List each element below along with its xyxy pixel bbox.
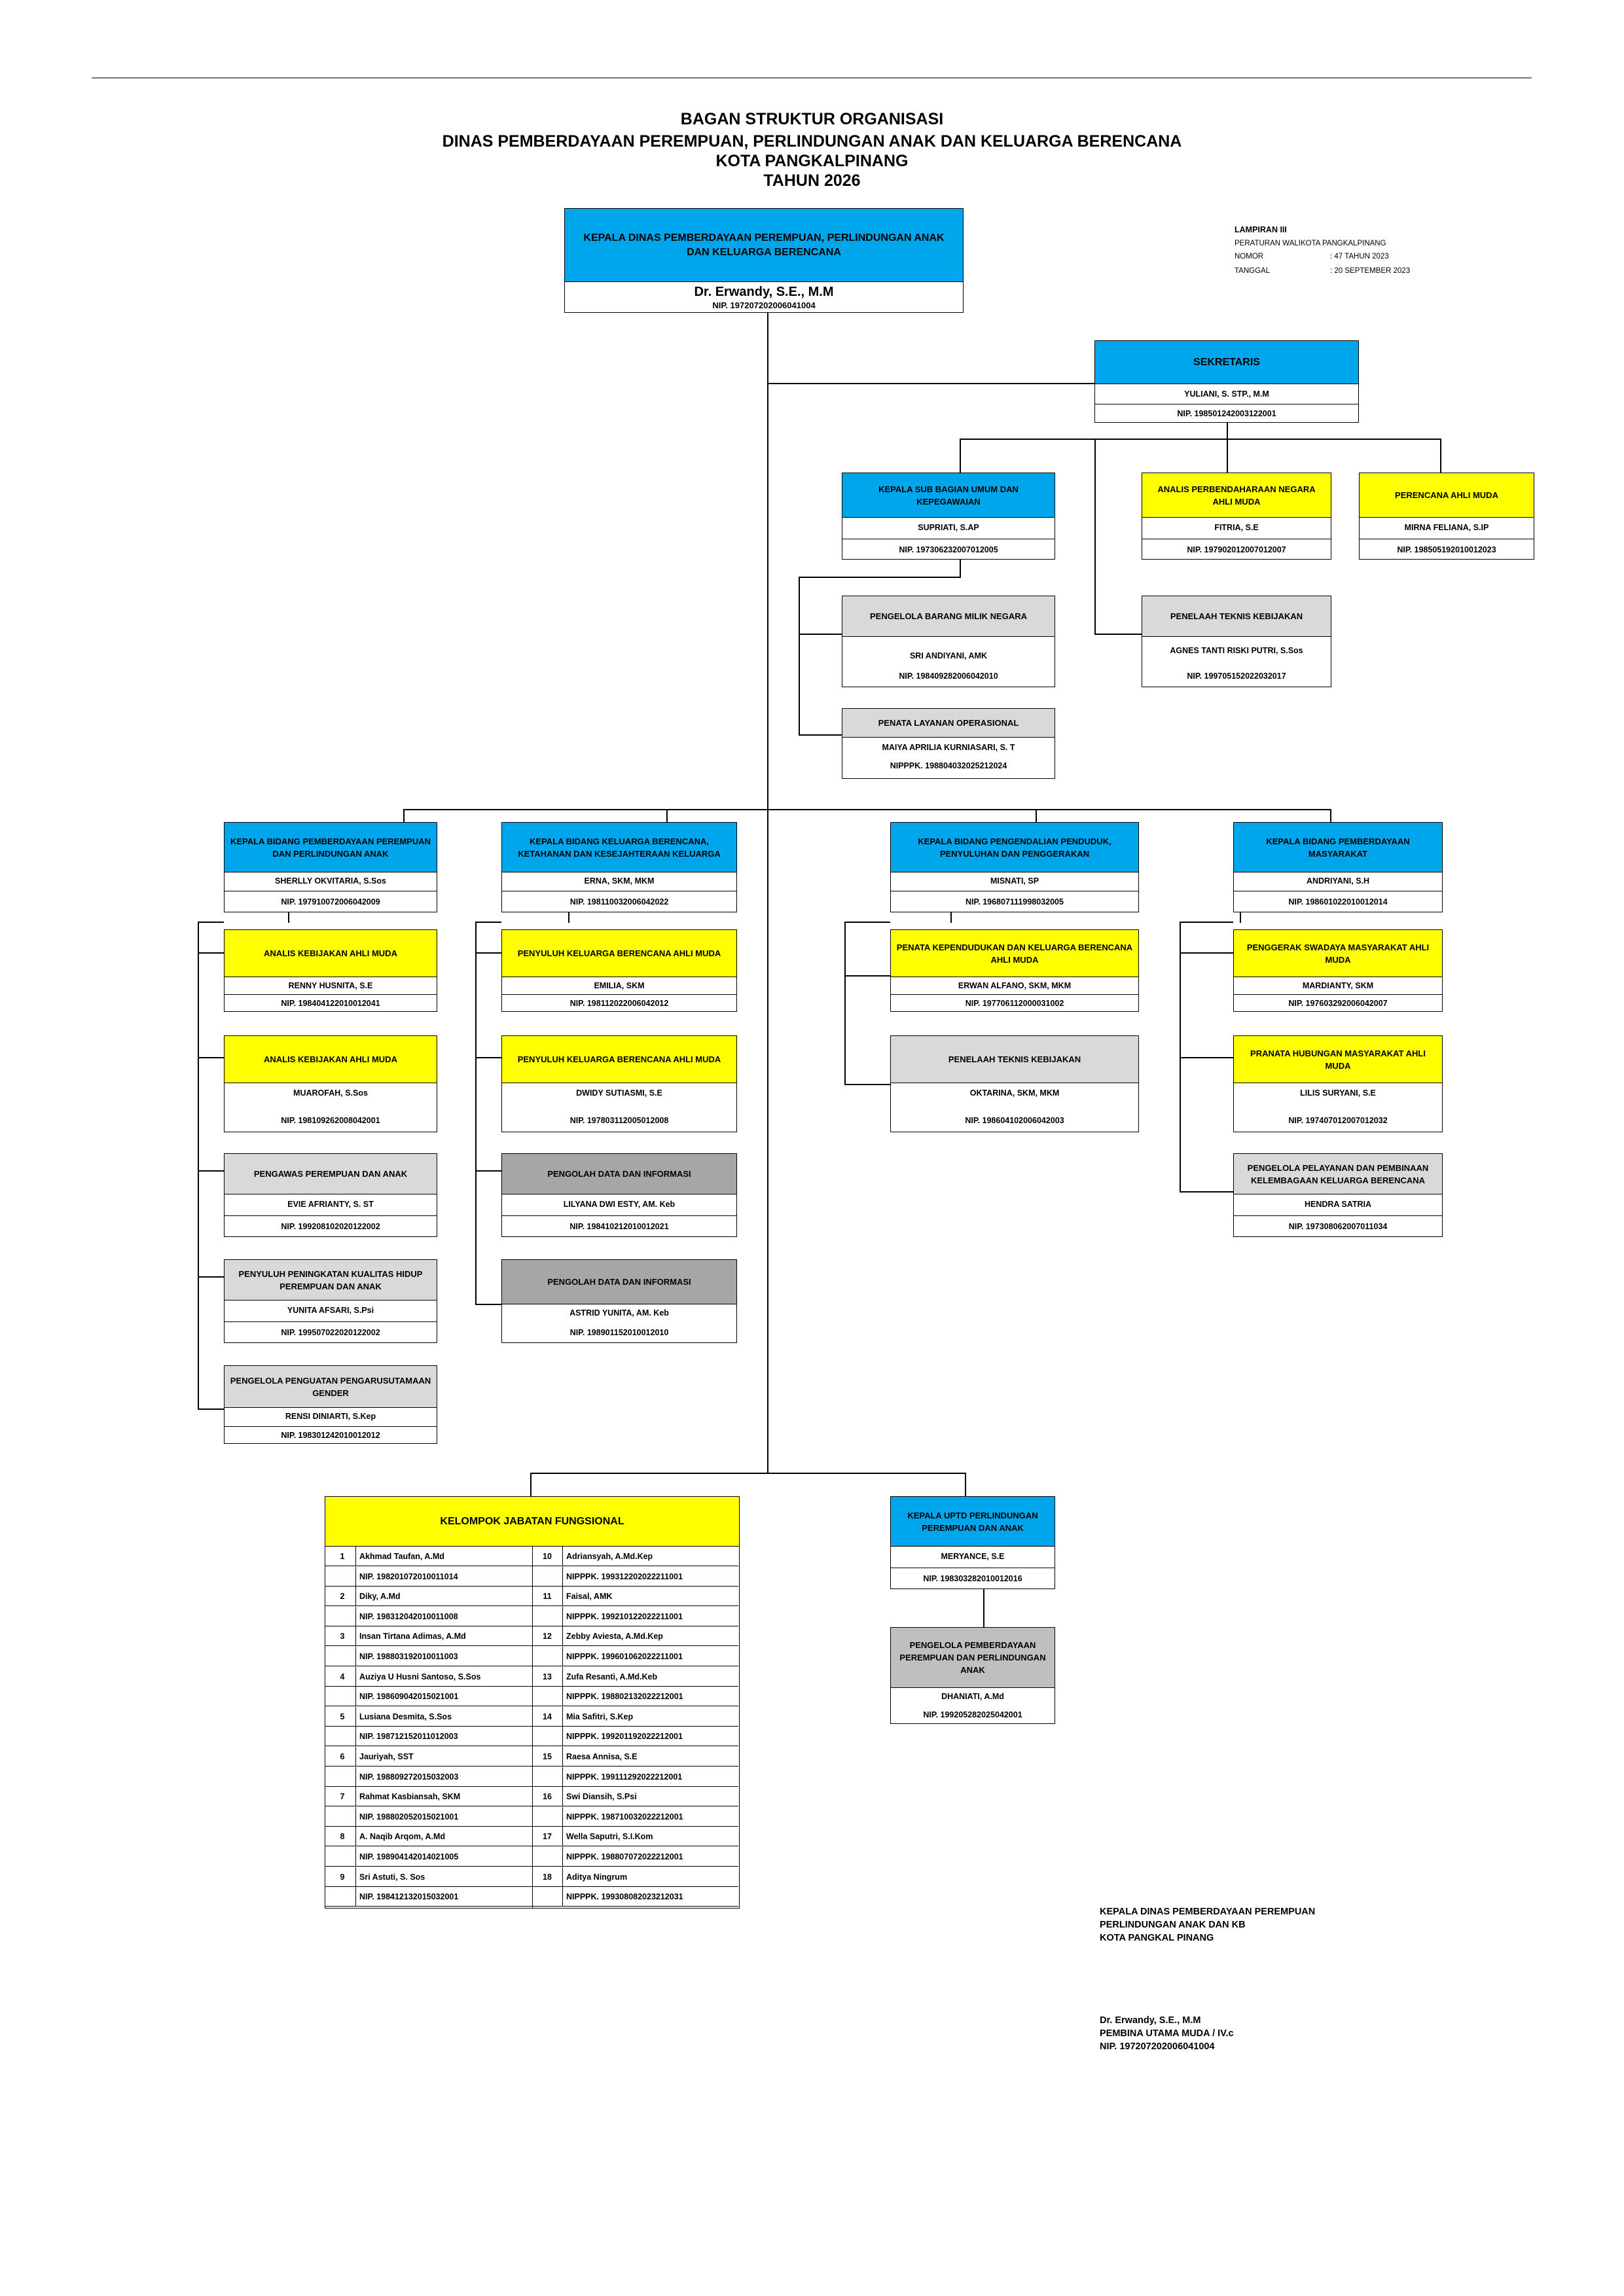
b1-pengawas-title: PENGAWAS PEREMPUAN DAN ANAK <box>225 1154 437 1194</box>
kjf-member-nip: NIPPPK. 199201192022212001 <box>566 1732 683 1742</box>
kjf-cell-separator <box>355 1827 356 1846</box>
kjf-cell-separator <box>355 1867 356 1887</box>
kjf-member-nip: NIP. 198412132015032001 <box>359 1892 459 1902</box>
b1-pengelola-pug-title: PENGELOLA PENGUATAN PENGARUSUTAMAAN GENDER <box>225 1366 437 1408</box>
b4-penggerak-name: MARDIANTY, SKM <box>1302 981 1374 990</box>
b2-pengolah-data-2-name: ASTRID YUNITA, AM. Keb <box>569 1308 669 1318</box>
kjf-member-name: Lusiana Desmita, S.Sos <box>359 1712 452 1721</box>
b2-penyuluh-kb-2-name: DWIDY SUTIASMI, S.E <box>576 1088 662 1098</box>
subbag-box <box>842 473 1055 560</box>
kjf-number: 2 <box>340 1592 345 1602</box>
b4-pranata-humas-name: LILIS SURYANI, S.E <box>1300 1088 1376 1098</box>
b3-penelaah-box <box>890 1035 1139 1132</box>
chart-title-2: DINAS PEMBERDAYAAN PEREMPUAN, PERLINDUNGAN ANAK DAN KELUARGA BERENCANA <box>442 132 1182 151</box>
b1-analis-kebijakan-1-box <box>224 929 437 1012</box>
sekretaris-nip: NIP. 198501242003122001 <box>1095 404 1358 423</box>
kjf-cell-separator <box>355 1607 356 1626</box>
perencana-box <box>1359 473 1534 560</box>
b2-penyuluh-kb-2-nip: NIP. 197803112005012008 <box>569 1116 669 1125</box>
b4-penggerak-box <box>1233 929 1443 1012</box>
kjf-row <box>325 1647 738 1666</box>
kjf-number: 4 <box>340 1672 345 1681</box>
b3-penata-kependudukan-box <box>890 929 1139 1012</box>
kjf-number: 7 <box>340 1792 345 1802</box>
lampiran-perwako: PERATURAN WALIKOTA PANGKALPINANG <box>1235 240 1386 247</box>
b1-penyuluh-box <box>224 1259 437 1343</box>
kjf-member-nip: NIP. 198609042015021001 <box>359 1692 459 1702</box>
kjf-number: 10 <box>543 1552 552 1561</box>
kjf-row <box>325 1847 738 1867</box>
b2-pengolah-data-2-nip: NIP. 198901152010012010 <box>569 1328 669 1337</box>
kjf-cell-separator <box>355 1687 356 1706</box>
kjf-cell-separator <box>355 1767 356 1787</box>
perencana-name: MIRNA FELIANA, S.IP <box>1404 523 1489 532</box>
lampiran-nomor-label: NOMOR <box>1235 253 1264 260</box>
b1-pengawas-name: EVIE AFRIANTY, S. ST <box>287 1200 374 1209</box>
subbag-nip: NIP. 197306232007012005 <box>842 539 1055 560</box>
kjf-number: 9 <box>340 1872 345 1882</box>
bidang-4-name: ANDRIYANI, S.H <box>1306 876 1370 886</box>
subbag-title: KEPALA SUB BAGIAN UMUM DAN KEPEGAWAIAN <box>842 473 1055 518</box>
b2-pengolah-data-2-title: PENGOLAH DATA DAN INFORMASI <box>502 1260 736 1304</box>
kjf-member-name: Raesa Annisa, S.E <box>566 1752 638 1761</box>
kjf-number: 6 <box>340 1752 345 1761</box>
kjf-cell-separator <box>355 1626 356 1646</box>
kjf-row <box>325 1587 738 1606</box>
b1-pengelola-pug-nip: NIP. 198301242010012012 <box>225 1426 437 1444</box>
bidang-3-name: MISNATI, SP <box>990 876 1039 886</box>
penelaah-sekretariat-box <box>1142 596 1331 687</box>
kjf-member-nip: NIPPPK. 199111292022212001 <box>566 1772 683 1782</box>
kjf-member-name: Aditya Ningrum <box>566 1872 628 1882</box>
b2-pengolah-data-2-box <box>501 1259 737 1343</box>
kjf-row <box>325 1667 738 1687</box>
b1-analis-kebijakan-2-title: ANALIS KEBIJAKAN AHLI MUDA <box>225 1036 437 1083</box>
kjf-number: 12 <box>543 1632 552 1641</box>
kepala-dinas-nip: NIP. 197207202006041004 <box>712 300 816 310</box>
b2-penyuluh-kb-2-box <box>501 1035 737 1132</box>
b4-pengelola-pelayanan-name: HENDRA SATRIA <box>1304 1200 1372 1209</box>
kjf-member-nip: NIPPPK. 198802132022212001 <box>566 1692 683 1702</box>
bidang-4-title: KEPALA BIDANG PEMBERDAYAAN MASYARAKAT <box>1234 823 1442 872</box>
kjf-rows <box>325 1547 738 1908</box>
b1-analis-kebijakan-1-name: RENNY HUSNITA, S.E <box>288 981 373 990</box>
kjf-cell-separator <box>562 1647 563 1666</box>
analis-perbendaharaan-title: ANALIS PERBENDAHARAAN NEGARA AHLI MUDA <box>1142 473 1331 518</box>
lampiran-tanggal-value: : 20 SEPTEMBER 2023 <box>1330 267 1411 275</box>
kjf-cell-separator <box>355 1547 356 1566</box>
b4-penggerak-title: PENGGERAK SWADAYA MASYARAKAT AHLI MUDA <box>1234 930 1442 977</box>
pengelola-bmn-nip: NIP. 198409282006042010 <box>899 672 998 681</box>
bidang-1-nip: NIP. 197910072006042009 <box>225 891 437 912</box>
b4-pranata-humas-title: PRANATA HUBUNGAN MASYARAKAT AHLI MUDA <box>1234 1036 1442 1083</box>
b3-penelaah-name: OKTARINA, SKM, MKM <box>969 1088 1060 1098</box>
b4-penggerak-nip: NIP. 197603292006042007 <box>1234 994 1442 1012</box>
kjf-cell-separator <box>562 1567 563 1587</box>
kjf-number: 17 <box>543 1832 552 1842</box>
b3-penelaah-title: PENELAAH TEKNIS KEBIJAKAN <box>891 1036 1138 1083</box>
kjf-member-nip: NIP. 198312042010011008 <box>359 1611 458 1621</box>
kjf-member-name: Akhmad Taufan, A.Md <box>359 1552 444 1561</box>
kjf-row <box>325 1827 738 1846</box>
kjf-cell-separator <box>562 1547 563 1566</box>
b4-pengelola-pelayanan-nip: NIP. 197308062007011034 <box>1234 1215 1442 1237</box>
uptd-pengelola-name: DHANIATI, A.Md <box>941 1692 1004 1701</box>
b2-pengolah-data-1-nip: NIP. 198410212010012021 <box>502 1215 736 1237</box>
kjf-member-nip: NIPPPK. 199210122022211001 <box>566 1611 683 1621</box>
kjf-member-nip: NIPPPK. 198807072022212001 <box>566 1852 683 1861</box>
kjf-row <box>325 1727 738 1746</box>
kjf-member-name: A. Naqib Arqom, A.Md <box>359 1832 446 1842</box>
bidang-4-box <box>1233 822 1443 912</box>
chart-title-4: TAHUN 2026 <box>763 171 861 190</box>
b1-analis-kebijakan-2-box <box>224 1035 437 1132</box>
b2-penyuluh-kb-1-nip: NIP. 198112022006042012 <box>502 994 736 1012</box>
pengelola-bmn-box <box>842 596 1055 687</box>
kjf-cell-separator <box>355 1787 356 1806</box>
uptd-box <box>890 1496 1055 1589</box>
kjf-number: 3 <box>340 1632 345 1641</box>
bidang-3-box <box>890 822 1139 912</box>
kjf-cell-separator <box>355 1707 356 1727</box>
sekretaris-title: SEKRETARIS <box>1095 341 1358 384</box>
b1-penyuluh-title: PENYULUH PENINGKATAN KUALITAS HIDUP PEREMPUAN DAN ANAK <box>225 1260 437 1300</box>
kjf-row <box>325 1787 738 1806</box>
kjf-member-nip: NIPPPK. 199308082023212031 <box>566 1892 683 1902</box>
kjf-number: 13 <box>543 1672 552 1681</box>
signature-nip: NIP. 197207202006041004 <box>1100 2041 1215 2052</box>
subbag-name: SUPRIATI, S.AP <box>918 523 979 532</box>
kjf-member-name: Sri Astuti, S. Sos <box>359 1872 425 1882</box>
kjf-cell-separator <box>562 1626 563 1646</box>
kjf-cell-separator <box>562 1827 563 1846</box>
kjf-number: 15 <box>543 1752 552 1761</box>
uptd-name: MERYANCE, S.E <box>941 1552 1005 1561</box>
kjf-member-name: Faisal, AMK <box>566 1592 613 1602</box>
b1-pengelola-pug-box <box>224 1365 437 1444</box>
kjf-row <box>325 1807 738 1827</box>
kjf-member-name: Mia Safitri, S.Kep <box>566 1712 634 1721</box>
b4-pranata-humas-nip: NIP. 197407012007012032 <box>1288 1116 1388 1125</box>
kjf-member-nip: NIP. 198712152011012003 <box>359 1732 458 1742</box>
kjf-member-name: Zebby Aviesta, A.Md.Kep <box>566 1632 663 1641</box>
b2-pengolah-data-1-box <box>501 1153 737 1237</box>
b1-analis-kebijakan-2-name: MUAROFAH, S.Sos <box>293 1088 368 1098</box>
b1-penyuluh-nip: NIP. 199507022020122002 <box>225 1321 437 1343</box>
sekretaris-name: YULIANI, S. STP., M.M <box>1184 389 1269 399</box>
kjf-member-name: Jauriyah, SST <box>359 1752 414 1761</box>
kjf-cell-separator <box>562 1887 563 1907</box>
kjf-row <box>325 1687 738 1706</box>
kjf-number: 8 <box>340 1832 345 1842</box>
kjf-cell-separator <box>355 1747 356 1767</box>
b1-pengawas-nip: NIP. 199208102020122002 <box>225 1215 437 1237</box>
b2-pengolah-data-1-name: LILYANA DWI ESTY, AM. Keb <box>563 1200 676 1209</box>
penata-layanan-name: MAIYA APRILIA KURNIASARI, S. T <box>882 743 1015 752</box>
kjf-cell-separator <box>562 1687 563 1706</box>
b4-pengelola-pelayanan-title: PENGELOLA PELAYANAN DAN PEMBINAAN KELEMBAGAAN KELUARGA BERENCANA <box>1234 1154 1442 1194</box>
kjf-member-nip: NIPPPK. 198710032022212001 <box>566 1812 683 1821</box>
uptd-pengelola-box <box>890 1627 1055 1724</box>
signature-line-1: KEPALA DINAS PEMBERDAYAAN PEREMPUAN <box>1100 1907 1316 1917</box>
sekretaris-box <box>1094 340 1359 423</box>
b2-penyuluh-kb-1-title: PENYULUH KELUARGA BERENCANA AHLI MUDA <box>502 930 736 977</box>
kjf-cell-separator <box>562 1867 563 1887</box>
kjf-cell-separator <box>355 1727 356 1746</box>
kjf-number: 14 <box>543 1712 552 1721</box>
lampiran-tanggal-label: TANGGAL <box>1235 267 1271 275</box>
kjf-cell-separator <box>562 1607 563 1626</box>
kjf-cell-separator <box>562 1767 563 1787</box>
kjf-cell-separator <box>355 1647 356 1666</box>
top-rule <box>92 77 1532 79</box>
chart-title-3: KOTA PANGKALPINANG <box>715 152 909 170</box>
kjf-row <box>325 1867 738 1887</box>
kjf-member-nip: NIPPPK. 199601062022211001 <box>566 1652 683 1661</box>
kjf-cell-separator <box>562 1667 563 1687</box>
kjf-cell-separator <box>562 1807 563 1827</box>
uptd-pengelola-nip: NIP. 199205282025042001 <box>923 1710 1022 1719</box>
signature-line-2: PERLINDUNGAN ANAK DAN KB <box>1100 1920 1246 1930</box>
b1-analis-kebijakan-1-nip: NIP. 198404122010012041 <box>225 994 437 1012</box>
b2-pengolah-data-1-title: PENGOLAH DATA DAN INFORMASI <box>502 1154 736 1194</box>
kjf-box <box>325 1496 740 1909</box>
kjf-row <box>325 1887 738 1907</box>
kjf-cell-separator <box>355 1887 356 1907</box>
bidang-4-nip: NIP. 198601022010012014 <box>1234 891 1442 912</box>
penata-layanan-title: PENATA LAYANAN OPERASIONAL <box>842 709 1055 738</box>
kjf-member-name: Adriansyah, A.Md.Kep <box>566 1552 653 1561</box>
kjf-cell-separator <box>355 1587 356 1606</box>
kjf-cell-separator <box>355 1807 356 1827</box>
b3-penelaah-nip: NIP. 198604102006042003 <box>965 1116 1064 1125</box>
kjf-cell-separator <box>562 1787 563 1806</box>
kjf-member-name: Rahmat Kasbiansah, SKM <box>359 1792 461 1802</box>
penelaah-sekretariat-title: PENELAAH TEKNIS KEBIJAKAN <box>1142 596 1331 637</box>
bidang-2-title: KEPALA BIDANG KELUARGA BERENCANA, KETAHANAN DAN KESEJAHTERAAN KELUARGA <box>502 823 736 872</box>
b2-penyuluh-kb-1-box <box>501 929 737 1012</box>
kjf-member-name: Swi Diansih, S.Psi <box>566 1792 637 1802</box>
penelaah-sekretariat-name: AGNES TANTI RISKI PUTRI, S.Sos <box>1170 646 1303 655</box>
kepala-dinas-title: KEPALA DINAS PEMBERDAYAAN PEREMPUAN, PERLINDUNGAN ANAK DAN KELUARGA BERENCANA <box>565 209 963 282</box>
analis-perbendaharaan-nip: NIP. 197902012007012007 <box>1142 539 1331 560</box>
kjf-row <box>325 1607 738 1626</box>
kjf-row <box>325 1707 738 1727</box>
bidang-2-name: ERNA, SKM, MKM <box>584 876 655 886</box>
kjf-cell-separator <box>562 1587 563 1606</box>
bidang-2-nip: NIP. 198110032006042022 <box>502 891 736 912</box>
kjf-member-nip: NIP. 198201072010011014 <box>359 1571 458 1581</box>
chart-title-1: BAGAN STRUKTUR ORGANISASI <box>680 110 944 128</box>
penelaah-sekretariat-nip: NIP. 199705152022032017 <box>1187 672 1286 681</box>
pengelola-bmn-name: SRI ANDIYANI, AMK <box>909 651 988 660</box>
kjf-number: 11 <box>543 1592 552 1602</box>
b1-penyuluh-name: YUNITA AFSARI, S.Psi <box>287 1306 374 1315</box>
kjf-member-name: Auziya U Husni Santoso, S.Sos <box>359 1672 481 1681</box>
uptd-pengelola-title: PENGELOLA PEMBERDAYAAN PEREMPUAN DAN PERLINDUNGAN ANAK <box>891 1628 1055 1688</box>
b4-pranata-humas-box <box>1233 1035 1443 1132</box>
kjf-row <box>325 1767 738 1787</box>
b1-pengawas-box <box>224 1153 437 1237</box>
signature-line-3: KOTA PANGKAL PINANG <box>1100 1933 1214 1943</box>
kjf-cell-separator <box>562 1707 563 1727</box>
kjf-cell-separator <box>355 1567 356 1587</box>
signature-rank: PEMBINA UTAMA MUDA / IV.c <box>1100 2028 1234 2039</box>
kjf-member-nip: NIP. 198809272015032003 <box>359 1772 459 1782</box>
lampiran-nomor-value: : 47 TAHUN 2023 <box>1330 253 1389 260</box>
penata-layanan-box <box>842 708 1055 779</box>
signature-name: Dr. Erwandy, S.E., M.M <box>1100 2015 1201 2026</box>
kjf-cell-separator <box>562 1847 563 1867</box>
perencana-title: PERENCANA AHLI MUDA <box>1360 473 1534 518</box>
kjf-member-nip: NIPPPK. 199312202022211001 <box>566 1571 683 1581</box>
b4-pengelola-pelayanan-box <box>1233 1153 1443 1237</box>
kjf-row <box>325 1626 738 1646</box>
analis-perbendaharaan-name: FITRIA, S.E <box>1214 523 1259 532</box>
kjf-number: 5 <box>340 1712 345 1721</box>
b2-penyuluh-kb-2-title: PENYULUH KELUARGA BERENCANA AHLI MUDA <box>502 1036 736 1083</box>
b1-analis-kebijakan-1-title: ANALIS KEBIJAKAN AHLI MUDA <box>225 930 437 977</box>
bidang-2-box <box>501 822 737 912</box>
analis-perbendaharaan-box <box>1142 473 1331 560</box>
lampiran-label: LAMPIRAN III <box>1235 225 1287 234</box>
kjf-row <box>325 1747 738 1767</box>
b3-penata-kependudukan-name: ERWAN ALFANO, SKM, MKM <box>958 981 1072 990</box>
bidang-1-title: KEPALA BIDANG PEMBERDAYAAN PEREMPUAN DAN PERLINDUNGAN ANAK <box>225 823 437 872</box>
b2-penyuluh-kb-1-name: EMILIA, SKM <box>594 981 645 990</box>
b3-penata-kependudukan-nip: NIP. 197706112000031002 <box>891 994 1138 1012</box>
kjf-number: 18 <box>543 1872 552 1882</box>
kjf-member-nip: NIP. 198802052015021001 <box>359 1812 459 1821</box>
kjf-row <box>325 1567 738 1587</box>
uptd-title: KEPALA UPTD PERLINDUNGAN PEREMPUAN DAN ANAK <box>891 1497 1055 1547</box>
kepala-dinas-name: Dr. Erwandy, S.E., M.M <box>694 285 834 299</box>
bidang-1-box <box>224 822 437 912</box>
kjf-title: KELOMPOK JABATAN FUNGSIONAL <box>325 1497 739 1547</box>
bidang-3-title: KEPALA BIDANG PENGENDALIAN PENDUDUK, PENYULUHAN DAN PENGGERAKAN <box>891 823 1138 872</box>
b1-pengelola-pug-name: RENSI DINIARTI, S.Kep <box>285 1412 376 1421</box>
kjf-number: 1 <box>340 1552 345 1561</box>
pengelola-bmn-title: PENGELOLA BARANG MILIK NEGARA <box>842 596 1055 637</box>
kjf-member-name: Diky, A.Md <box>359 1592 401 1602</box>
kjf-cell-separator <box>562 1747 563 1767</box>
kjf-cell-separator <box>355 1847 356 1867</box>
perencana-nip: NIP. 198505192010012023 <box>1360 539 1534 560</box>
kjf-member-name: Wella Saputri, S.I.Kom <box>566 1832 653 1842</box>
b3-penata-kependudukan-title: PENATA KEPENDUDUKAN DAN KELUARGA BERENCANA AHLI MUDA <box>891 930 1138 977</box>
b1-analis-kebijakan-2-nip: NIP. 198109262008042001 <box>281 1116 380 1125</box>
kjf-member-nip: NIP. 198904142014021005 <box>359 1852 459 1861</box>
kjf-member-nip: NIP. 198803192010011003 <box>359 1652 458 1661</box>
penata-layanan-nip: NIPPPK. 198804032025212024 <box>890 761 1007 770</box>
kjf-row <box>325 1547 738 1566</box>
kjf-cell-separator <box>355 1667 356 1687</box>
uptd-nip: NIP. 198303282010012016 <box>891 1568 1055 1589</box>
kjf-member-name: Insan Tirtana Adimas, A.Md <box>359 1632 466 1641</box>
kjf-cell-separator <box>562 1727 563 1746</box>
kjf-member-name: Zufa Resanti, A.Md.Keb <box>566 1672 658 1681</box>
kepala-dinas-box <box>564 208 964 313</box>
kjf-number: 16 <box>543 1792 552 1802</box>
bidang-3-nip: NIP. 196807111998032005 <box>891 891 1138 912</box>
bidang-1-name: SHERLLY OKVITARIA, S.Sos <box>275 876 386 886</box>
